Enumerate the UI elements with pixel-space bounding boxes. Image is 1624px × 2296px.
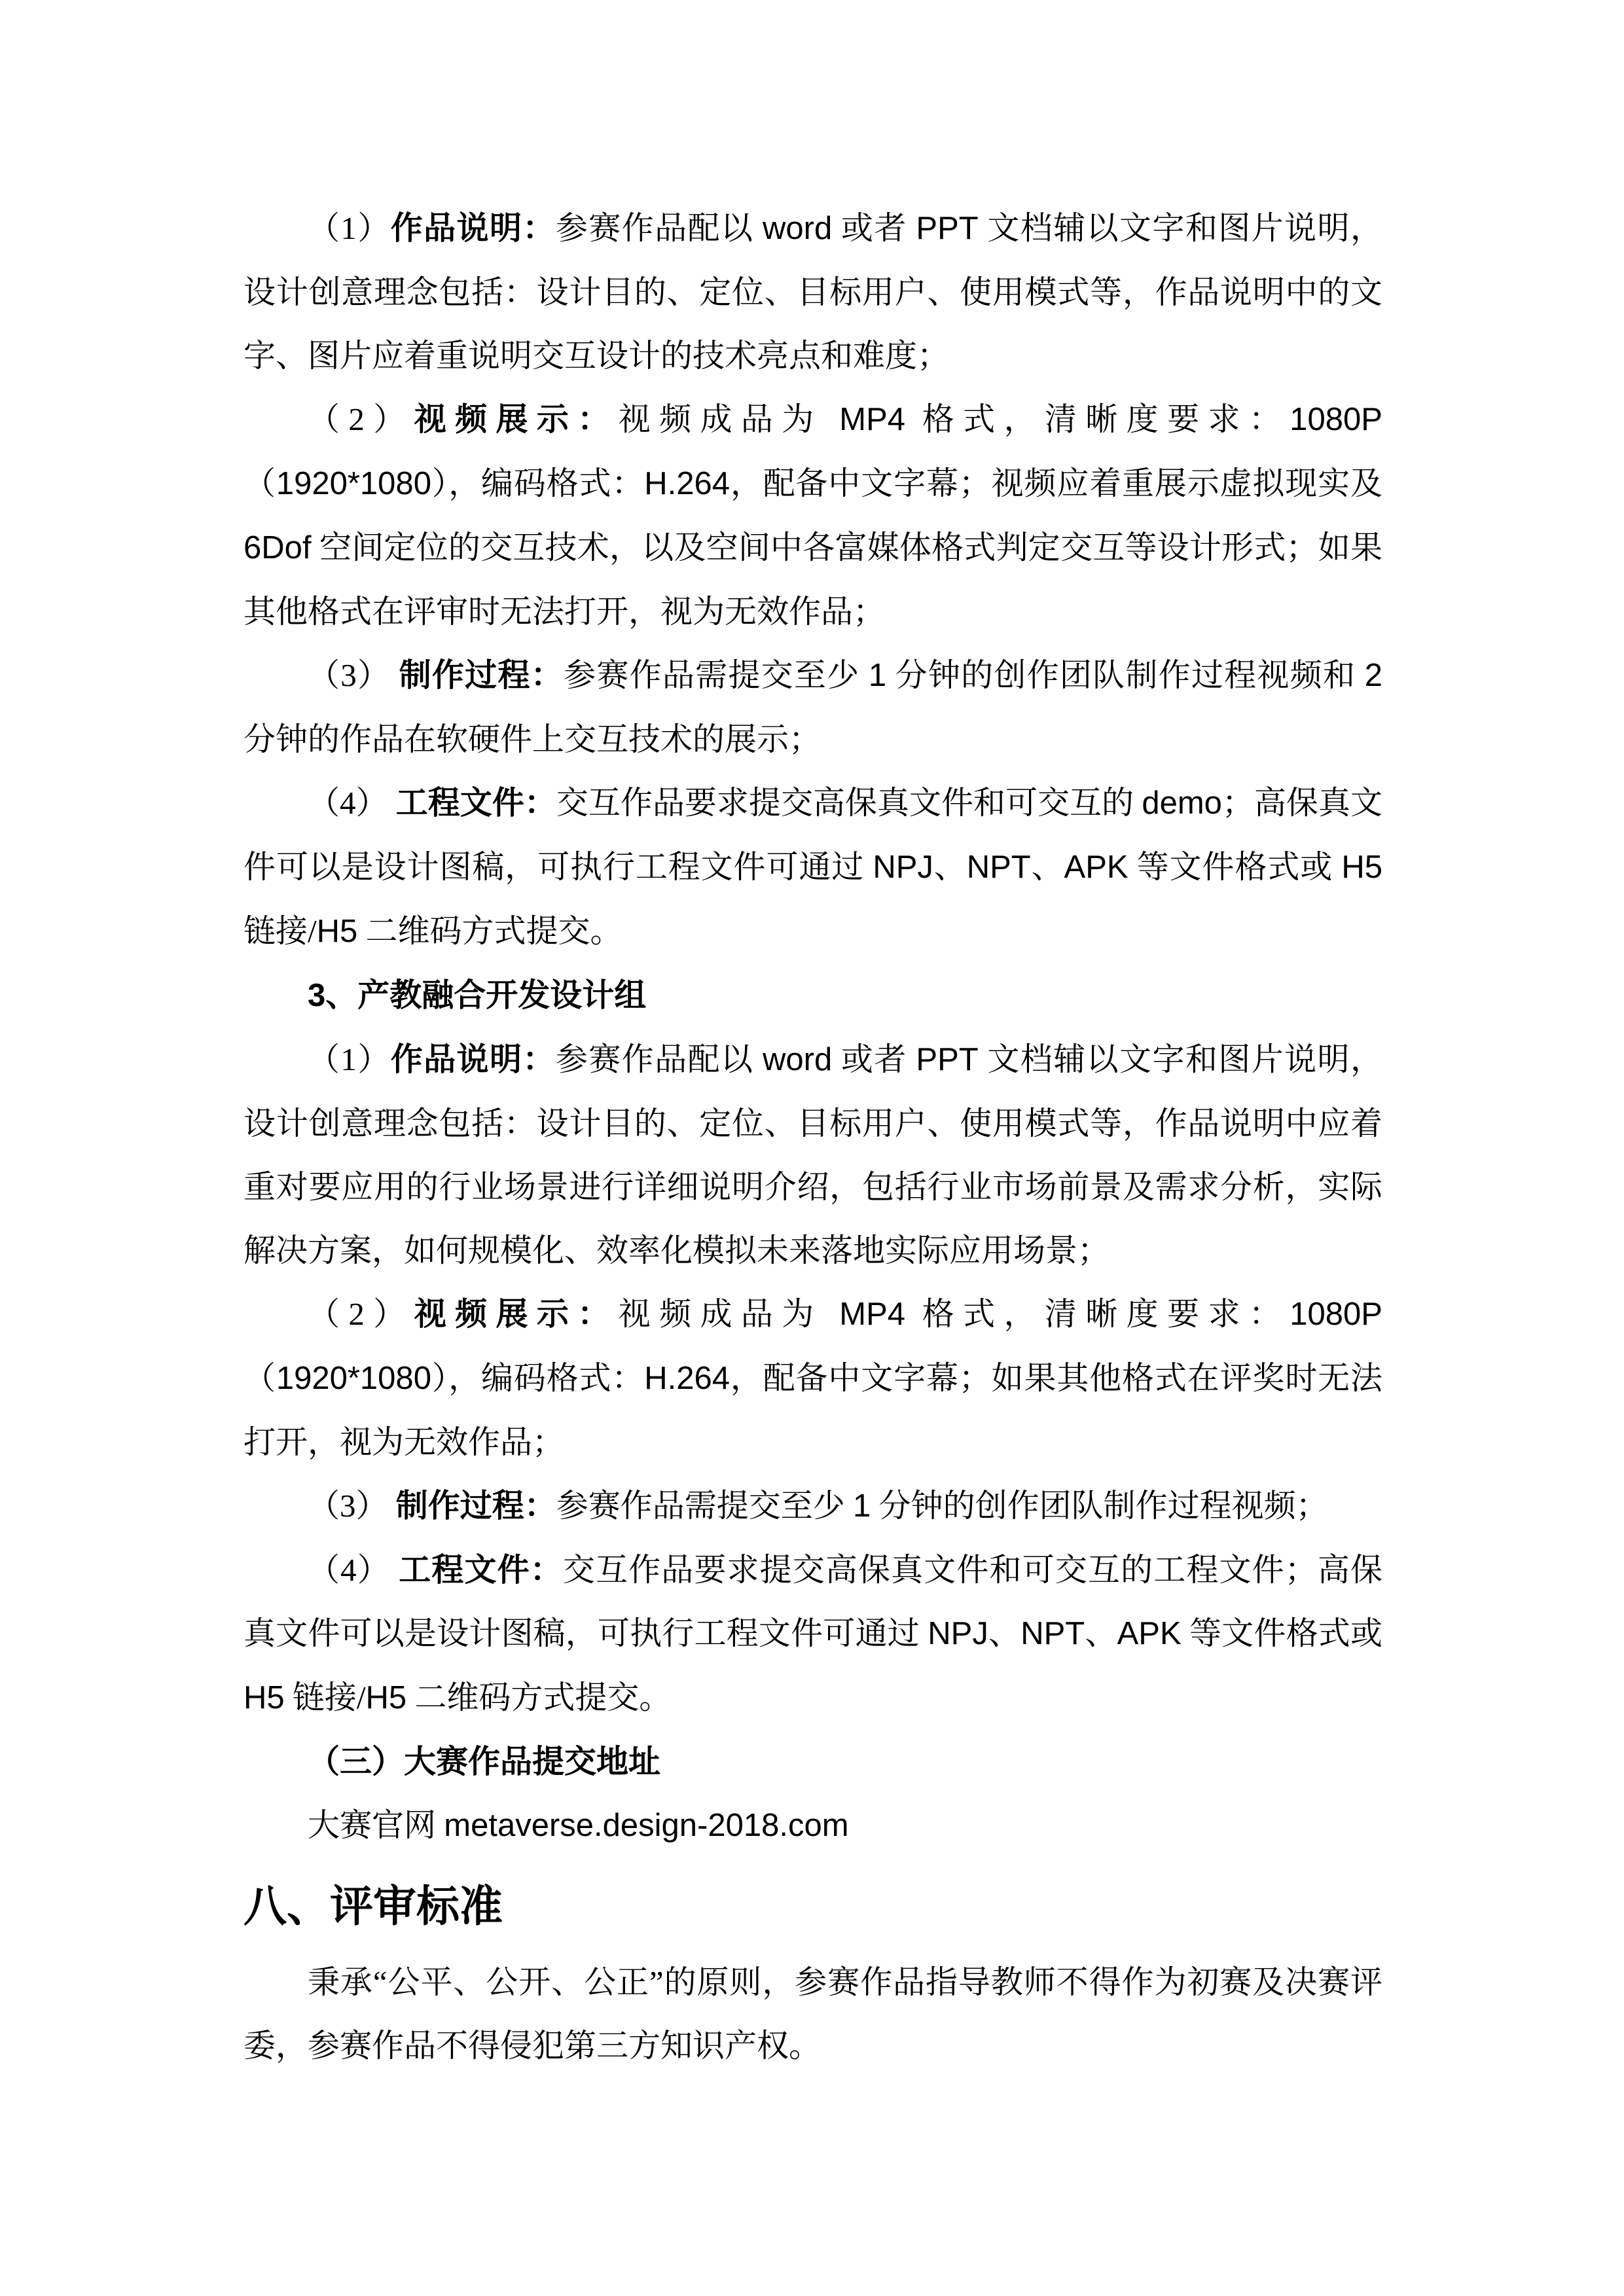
text-run: 、产教融合开发设计组: [325, 977, 647, 1013]
sub-heading: [244, 963, 1382, 1028]
text-run: ），编码格式：: [431, 1360, 645, 1396]
text-run-latin: 6Dof: [244, 530, 312, 565]
text-run: 格式，清晰度要求：: [905, 401, 1290, 437]
text-run: 二维码方式提交。: [357, 913, 623, 949]
text-run-latin: 1080P: [1290, 1297, 1382, 1332]
text-run-latin: metaverse.design-2018.com: [444, 1808, 849, 1843]
text-run: 分钟的创作团队制作过程视频和: [886, 657, 1365, 693]
text-run: （2）: [308, 1296, 414, 1332]
text-run-latin: NPJ: [928, 1616, 988, 1651]
text-run: 空间定位的交互技术，以及空间中各富媒体格式判定交互等设计形式；如果其他格式在评审时无法打开，视为无效作品；: [244, 529, 1382, 630]
text-run-latin: APK: [1064, 850, 1128, 885]
text-run: ，配备中文字幕；如果其他格式在评奖时无法打开，视为无效作品；: [244, 1360, 1382, 1460]
text-run: 制作过程：: [399, 657, 564, 693]
text-run-latin: APK: [1117, 1616, 1182, 1651]
text-run-latin: 1: [868, 658, 887, 693]
text-run-latin: 1: [853, 1488, 871, 1524]
text-run: 视频成品为: [618, 401, 840, 437]
text-run-latin: H5: [365, 1680, 407, 1715]
text-run: 等文件格式或: [1181, 1615, 1382, 1651]
text-run: 秉承“公平、公开、公正”的原则，参赛作品指导教师不得作为初赛及决赛评委，参赛作品不得侵犯第三方知识产权。: [244, 1964, 1382, 2064]
text-run: （1）: [308, 1041, 391, 1077]
text-run: （2）: [308, 401, 414, 437]
text-run-latin: word: [763, 1042, 833, 1077]
paragraph: [244, 771, 1382, 963]
text-run-latin: NPT: [966, 850, 1031, 885]
text-run-latin: 1080P: [1290, 402, 1382, 437]
text-run: （1）: [308, 210, 391, 246]
text-run: 八、评审标准: [244, 1883, 503, 1931]
text-run-latin: NPJ: [873, 850, 933, 885]
text-run: ，配备中文字幕；视频应着重展示虚拟现实及: [730, 465, 1382, 501]
text-run: 制作过程：: [395, 1488, 556, 1524]
text-run: 大赛官网: [308, 1807, 444, 1843]
text-run: （: [244, 1360, 276, 1396]
paragraph: [244, 1950, 1382, 2077]
text-run: 作品说明：: [390, 210, 556, 246]
text-run: 参赛作品配以: [555, 1041, 763, 1077]
text-run: 参赛作品配以: [555, 210, 763, 246]
text-run: 等文件格式或: [1128, 849, 1342, 885]
paragraph: [244, 196, 1382, 387]
text-run-latin: NPT: [1020, 1616, 1085, 1651]
text-run-latin: PPT: [916, 1042, 979, 1077]
text-run: 格式，清晰度要求：: [905, 1296, 1290, 1332]
text-run-latin: H5: [316, 914, 358, 949]
sub-heading: [244, 1730, 1382, 1793]
text-run: 、: [933, 849, 967, 885]
text-run: 文档辅以文字和图片说明，设计创意理念包括：设计目的、定位、目标用户、使用模式等，作品说明中的文字、图片应着重说明交互设计的技术亮点和难度；: [244, 210, 1382, 374]
text-run-latin: H.264: [644, 1361, 731, 1396]
text-run: 、: [1030, 849, 1064, 885]
text-run: 、: [988, 1615, 1021, 1651]
text-run: 参赛作品需提交至少: [564, 657, 869, 693]
text-run: （4）: [308, 1552, 399, 1588]
paragraph: [244, 643, 1382, 771]
text-run-latin: MP4: [839, 1297, 906, 1332]
text-run-latin: H.264: [644, 466, 731, 501]
text-run: 交互作品要求提交高保真文件和可交互的工程文件；高保真文件可以是设计图稿，可执行工程文件可通过: [244, 1552, 1382, 1651]
text-run: 工程文件：: [399, 1552, 563, 1588]
document-body: [244, 196, 1382, 2077]
text-run: （3）: [308, 657, 399, 693]
text-run-latin: 2: [1364, 658, 1382, 693]
text-run: 参赛作品需提交至少: [556, 1488, 854, 1524]
paragraph: [244, 1793, 1382, 1857]
text-run: 或者: [832, 210, 916, 246]
text-run-latin: 1920*1080: [276, 466, 431, 501]
text-run-latin: H5: [244, 1680, 285, 1715]
text-run: 分钟的作品在软硬件上交互技术的展示；: [244, 721, 821, 757]
text-run: 工程文件：: [395, 785, 556, 821]
text-run: （3）: [308, 1488, 396, 1524]
text-run-latin: 1920*1080: [276, 1361, 431, 1396]
text-run-latin: PPT: [916, 211, 979, 246]
text-run-latin: MP4: [839, 402, 906, 437]
text-run-latin: H5: [1341, 850, 1382, 885]
text-run: 或者: [832, 1041, 916, 1077]
text-run: 视频成品为: [618, 1296, 840, 1332]
text-run: 二维码方式提交。: [406, 1679, 672, 1715]
section-heading: [244, 1867, 1382, 1948]
paragraph: [244, 1282, 1382, 1474]
text-run-latin: demo: [1142, 785, 1222, 821]
text-run: （: [244, 465, 276, 501]
text-run: 链接/: [244, 913, 317, 949]
paragraph: [244, 1474, 1382, 1538]
text-run: （4）: [308, 785, 396, 821]
paragraph: [244, 1538, 1382, 1730]
text-run: 链接/: [284, 1679, 366, 1715]
text-run-latin: word: [763, 211, 833, 246]
paragraph: [244, 387, 1382, 643]
text-run: 分钟的创作团队制作过程视频；: [871, 1488, 1328, 1524]
text-run: 作品说明：: [390, 1041, 556, 1077]
text-run: 视频展示：: [414, 1296, 619, 1332]
text-run: 、: [1085, 1615, 1117, 1651]
text-run: ），编码格式：: [431, 465, 645, 501]
text-run-latin: 3: [308, 978, 326, 1013]
text-run: （三）大赛作品提交地址: [308, 1744, 661, 1780]
text-run: 视频展示：: [414, 401, 619, 437]
text-run: ；高保真文件可以是设计图稿，可执行工程文件可通过: [244, 785, 1382, 885]
paragraph: [244, 1028, 1382, 1282]
text-run: 交互作品要求提交高保真文件和可交互的: [556, 785, 1142, 821]
text-run: 文档辅以文字和图片说明，设计创意理念包括：设计目的、定位、目标用户、使用模式等，作品说明中应着重对要应用的行业场景进行详细说明介绍，包括行业市场前景及需求分析，实际解决方案，如何规模化、效率化模拟未来落地实际应用场景；: [244, 1041, 1382, 1268]
